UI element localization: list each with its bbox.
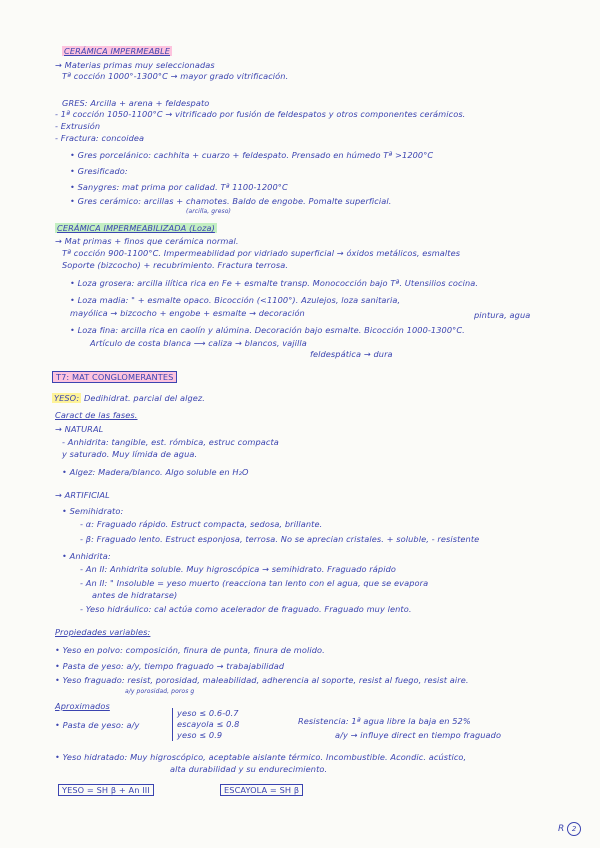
ratio-line: yeso ≤ 0.9 bbox=[177, 730, 223, 740]
note-line: - An II: Anhidrita soluble. Muy higroscópica → semihidrato. Fraguado rápido bbox=[80, 564, 396, 574]
note-line: a/y porosidad, poros g bbox=[125, 688, 195, 695]
note-line: → ARTIFICIAL bbox=[55, 490, 110, 500]
note-line: • Anhidrita: bbox=[62, 551, 111, 561]
note-line: Artículo de costa blanca ⟶ caliza → blancos, vajilla bbox=[90, 338, 307, 348]
title-text: CERÁMICA IMPERMEABILIZADA (Loza) bbox=[57, 223, 215, 233]
note-line: • Yeso en polvo: composición, finura de punta, finura de molido. bbox=[55, 645, 325, 655]
note-line: - Anhidrita: tangible, est. rómbica, estruc compacta bbox=[62, 437, 279, 447]
formula-text: YESO = SH β + An III bbox=[58, 784, 154, 796]
yeso-definition: Dedihidrat. parcial del algez. bbox=[83, 393, 206, 403]
formula-yeso bbox=[58, 785, 154, 796]
formula-text: ESCAYOLA = SH β bbox=[220, 784, 303, 796]
note-line: • Semihidrato: bbox=[62, 506, 124, 516]
note-line: - Yeso hidráulico: cal actúa como acelerador de fraguado. Fraguado muy lento. bbox=[80, 604, 412, 614]
note-line: - α: Fraguado rápido. Estruct compacta, sedosa, brillante. bbox=[80, 519, 323, 529]
page-mark-number: 2 bbox=[567, 822, 581, 836]
page-mark-letter: R bbox=[558, 824, 565, 834]
note-line: → NATURAL bbox=[55, 424, 104, 434]
note-line: • Yeso fraguado: resist, porosidad, maleabilidad, adherencia al soporte, resist al fuego, resist aire. bbox=[55, 675, 469, 685]
note-line: • Pasta de yeso: a/y, tiempo fraguado → trabajabilidad bbox=[55, 661, 285, 671]
note-line: antes de hidratarse) bbox=[92, 590, 178, 600]
section-title-mat-conglomerantes bbox=[52, 372, 177, 383]
title-text: CERÁMICA IMPERMEABLE bbox=[64, 46, 171, 56]
note-line: → Materias primas muy seleccionadas bbox=[55, 60, 215, 70]
note-line: • Gres porcelánico: cachhita + cuarzo + feldespato. Prensado en húmedo Tª >1200°C bbox=[70, 150, 434, 160]
note-line: → Mat primas + finos que cerámica normal. bbox=[55, 236, 239, 246]
note-line: • Gres cerámico: arcillas + chamotes. Baldo de engobe. Pomalte superficial. bbox=[70, 196, 392, 206]
note-line: Tª cocción 900-1100°C. Impermeabilidad por vidriado superficial → óxidos metálicos, esmaltes bbox=[62, 248, 461, 258]
note-line: y saturado. Muy límida de agua. bbox=[62, 449, 198, 459]
note-line: - Extrusión bbox=[55, 121, 101, 131]
note-line: • Yeso hidratado: Muy higroscópico, aceptable aislante térmico. Incombustible. Acondic. acústico, bbox=[55, 752, 467, 762]
note-line: • Loza fina: arcilla rica en caolín y alúmina. Decoración bajo esmalte. Bicocción 1000-1300°C. bbox=[70, 325, 465, 335]
note-line: Resistencia: 1ª agua libre la baja en 52% bbox=[298, 716, 471, 726]
note-line: Caract de las fases. bbox=[55, 410, 138, 420]
note-line: • Gresificado: bbox=[70, 166, 128, 176]
note-line: GRES: Arcilla + arena + feldespato bbox=[62, 98, 210, 108]
note-line: mayólica → bizcocho + engobe + esmalte → decoración bbox=[70, 308, 305, 318]
ratio-line: escayola ≤ 0.8 bbox=[177, 719, 240, 729]
note-line: • Loza madia: " + esmalte opaco. Bicocción (<1100°). Azulejos, loza sanitaria, bbox=[70, 295, 401, 305]
formula-escayola bbox=[220, 785, 303, 796]
note-line: • Algez: Madera/blanco. Algo soluble en H₂O bbox=[62, 467, 249, 477]
ratio-line: yeso ≤ 0.6-0.7 bbox=[177, 708, 239, 718]
ratio-block bbox=[172, 708, 239, 741]
note-line: • Sanygres: mat prima por calidad. Tª 1100-1200°C bbox=[70, 182, 288, 192]
page-mark bbox=[558, 822, 581, 836]
title-text: T7: MAT CONGLOMERANTES bbox=[52, 371, 177, 383]
note-line: Aproximados bbox=[55, 701, 110, 711]
section-title-ceramica-impermeable bbox=[62, 46, 172, 57]
note-line: alta durabilidad y su endurecimiento. bbox=[170, 764, 328, 774]
note-line: a/y → influye direct en tiempo fraguado bbox=[335, 730, 502, 740]
note-line: • Loza grosera: arcilla ilítica rica en Fe + esmalte transp. Monococción bajo Tª. Utensilios cocina. bbox=[70, 278, 479, 288]
note-line: - β: Fraguado lento. Estruct esponjosa, terrosa. No se aprecian cristales. + soluble, - resistente bbox=[80, 534, 480, 544]
note-line: pintura, agua bbox=[474, 310, 531, 320]
note-line: - 1ª cocción 1050-1100°C → vitrificado por fusión de feldespatos y otros componentes cerámicos. bbox=[55, 109, 466, 119]
yeso-label: YESO: bbox=[54, 393, 80, 403]
yeso-heading bbox=[52, 393, 205, 404]
note-line: (arcilla, greso) bbox=[186, 208, 231, 215]
note-line: - Fractura: concoidea bbox=[55, 133, 145, 143]
note-line: - An II: " Insoluble = yeso muerto (reacciona tan lento con el agua, que se evapora bbox=[80, 578, 429, 588]
note-line: Soporte (bizcocho) + recubrimiento. Fractura terrosa. bbox=[62, 260, 289, 270]
note-line: • Pasta de yeso: a/y bbox=[55, 720, 140, 730]
note-line: Tª cocción 1000°-1300°C → mayor grado vitrificación. bbox=[62, 71, 289, 81]
note-line: Propiedades variables: bbox=[55, 627, 151, 637]
section-title-ceramica-impermeabilizada bbox=[55, 223, 217, 234]
note-line: feldespática → dura bbox=[310, 349, 393, 359]
